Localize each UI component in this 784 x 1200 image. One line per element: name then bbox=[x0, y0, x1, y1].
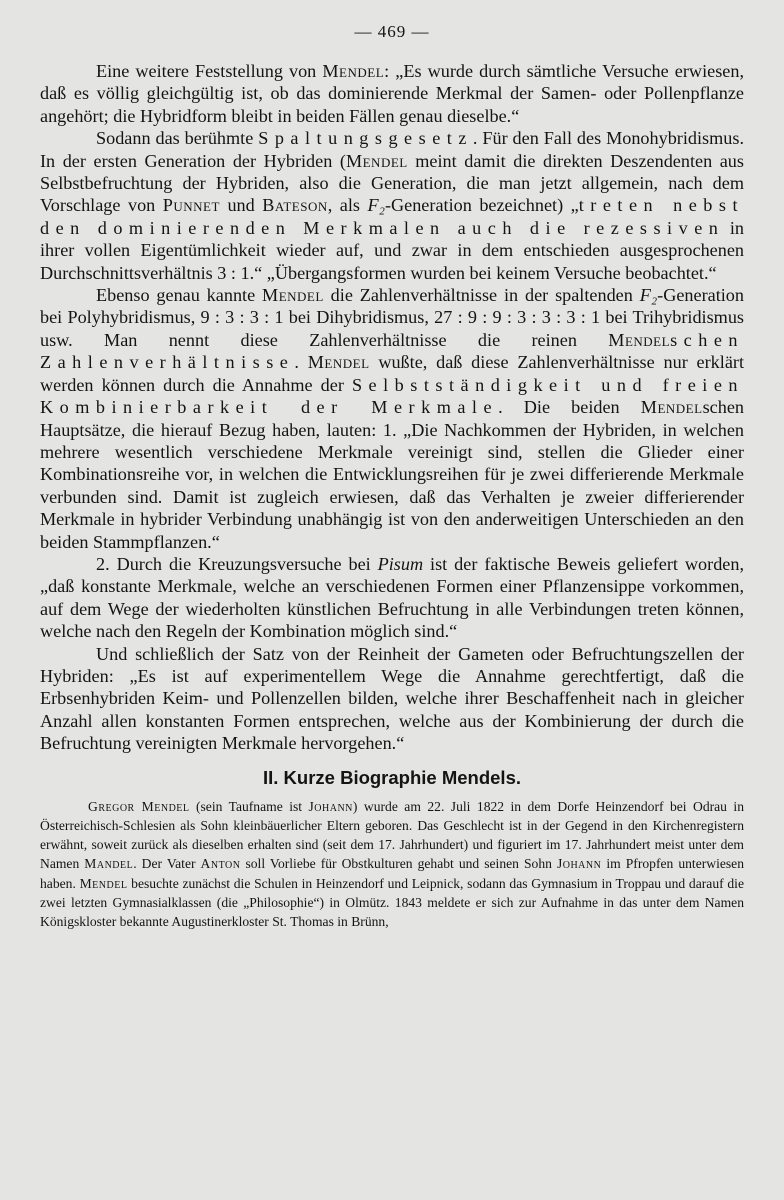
text-run: Mendel bbox=[307, 352, 370, 373]
text-run: Mandel bbox=[84, 856, 134, 872]
text-run: im Pfropfen unterwiesen haben. bbox=[40, 856, 745, 891]
paragraph bbox=[40, 60, 744, 127]
text-run: 2. Durch die Kreuzungsversuche bei bbox=[96, 553, 378, 574]
text-run: -Generation bezeichnet) „ bbox=[384, 195, 579, 216]
paragraph bbox=[40, 553, 744, 643]
text-run: soll Vorliebe für Obstkulturen gehabt und seinen Sohn bbox=[240, 856, 557, 872]
text-run: schen Zahlenverhältnisse bbox=[40, 329, 744, 373]
text-run: Mendel bbox=[79, 875, 128, 891]
text-run: Mendel bbox=[640, 397, 703, 418]
text-run: -Generation bei Polyhybridismus, 9 : 3 : 3 : 1 bei Dihybridismus, 27 : 9 : 9 : 3 : 3 : 3 : 1 bei Trihybridismus usw. Man nennt diese Zahlenverhältnisse die reinen bbox=[40, 285, 744, 350]
text-run: und bbox=[219, 195, 263, 216]
text-run: Mendel bbox=[322, 61, 385, 81]
text-run: Bateson bbox=[262, 195, 328, 216]
main-text bbox=[40, 60, 744, 755]
text-run: Selbstständigkeit und freien Kombinierbarkeit der Merkmale bbox=[40, 374, 745, 418]
text-run: Anton bbox=[200, 856, 241, 872]
text-run: die Zahlenverhältnisse in der spaltenden bbox=[323, 285, 640, 306]
text-run: Ebenso genau kannte bbox=[96, 285, 263, 306]
text-run: Mendel bbox=[345, 150, 408, 171]
section-heading: II. Kurze Biographie Mendels. bbox=[262, 766, 521, 788]
paragraph bbox=[40, 127, 744, 284]
text-run: Pisum bbox=[377, 553, 424, 574]
text-run: Mendel bbox=[608, 329, 671, 350]
biography-paragraph bbox=[40, 797, 744, 932]
text-run: . Für den Fall des Monohybridismus. In der ersten Generation der Hybriden ( bbox=[40, 128, 744, 171]
text-run: in ihrer vollen Eigentümlichkeit wieder auf, und zwar in dem entschieden ausgesprochenen Durchschnittsverhältnis 3 : 1.“ „Übergangsformen wurden bei keinem Versuche beobachtet.“ bbox=[40, 217, 744, 283]
text-run: F₂ bbox=[367, 195, 385, 216]
text-run: treten nebst den dominierenden Merkmalen auch die rezessiven bbox=[40, 195, 745, 238]
text-run: Punnet bbox=[162, 195, 220, 216]
text-run: Johann bbox=[308, 798, 353, 814]
text-run: ist der faktische Beweis geliefert worden, „daß konstante Merkmale, welche an verschiedenen Formen einer Pflanzensippe vorkommen, auf dem Wege der wiederholten künstlichen Befruchtung in alle Verbindungen treten können, welche nach den Regeln der Kombination möglich sind.“ bbox=[40, 553, 744, 642]
paragraph bbox=[40, 643, 744, 755]
text-run: . bbox=[294, 352, 308, 373]
text-run: Gregor Mendel bbox=[88, 798, 190, 814]
text-run: , als bbox=[327, 195, 368, 216]
text-run: Und schließlich der Satz von der Reinheit der Gameten oder Befruchtungszellen der Hybriden: „Es ist auf experimentellem Wege die Annahme gerechtfertigt, daß die Erbsenhybriden Keim- und Pollenzellen bilden, welche ihrer Beschaffenheit nach in gleicher Anzahl allen konstanten Formen entsprechen, welche aus der Kombinierung der durch die Befruchtung vereinigten Merkmale hervorgehen.“ bbox=[40, 643, 744, 754]
text-run: meint damit die direkten Deszendenten aus Selbstbefruchtung der Hybriden, also die Generation, die man jetzt allgemein, nach dem Vorschlage von bbox=[40, 150, 744, 216]
text-run: schen Hauptsätze, die hierauf Bezug haben, lauten: 1. „Die Nachkommen der Hybriden, in welchen mehrere wesentlich verschiedene Merkmale vereinigt sind, stellen die Glieder einer Kombinationsreihe vor, in welchen die Entwicklungsreihen für je zwei differierende Merkmale verbunden sind. Damit ist zugleich erwiesen, daß das Verhalten je zweier differierender Merkmale in hybrider Verbindung unabhängig ist von den anderweitigen Unterschieden an den beiden Stammpflanzen.“ bbox=[40, 397, 744, 552]
text-run: Mendel bbox=[262, 285, 324, 306]
text-run: besuchte zunächst die Schulen in Heinzendorf und Leipnick, sodann das Gymnasium in Troppau und darauf die zwei letzten Gymnasialklassen (die „Philosophie“) in Olmütz. 1843 meldete er sich zur Aufnahme in das unter dem Namen Königskloster bekannte Augustinerkloster St. Thomas in Brünn, bbox=[40, 875, 744, 930]
text-run: Sodann das berühmte bbox=[96, 128, 259, 149]
page-number: — 469 — bbox=[354, 22, 430, 41]
text-run: ) wurde am 22. Juli 1822 in dem Dorfe Heinzendorf bei Odrau in Österreichisch-Schlesien als Sohn kleinbäuerlicher Eltern geboren. Das Geschlecht ist in der Gegend in den Kirchenregistern erwähnt, soweit zurück als dieselben erhalten sind (seit dem 17. Jahrhundert) und figuriert im 17. Jahrhundert meist unter dem Namen bbox=[40, 798, 744, 872]
text-run: (sein Taufname ist bbox=[189, 798, 309, 814]
text-run: Johann bbox=[556, 856, 602, 872]
text-run: Spaltungsgesetz bbox=[258, 128, 473, 149]
text-run: F₂ bbox=[639, 285, 658, 306]
text-run: . Der Vater bbox=[133, 856, 201, 872]
biography-text bbox=[40, 797, 744, 932]
text-run: . Die beiden bbox=[498, 397, 641, 418]
text-run: : „Es wurde durch sämtliche Versuche erwiesen, daß es völlig gleichgültig ist, ob das dominierende Merkmal der Samen- oder Pollenpflanze angehört; die Hybridform bleibt in beiden Fällen genau dieselbe.“ bbox=[40, 61, 744, 126]
text-run: wußte, daß diese Zahlenverhältnisse nur erklärt werden können durch die Annahme der bbox=[40, 352, 745, 395]
paragraph bbox=[40, 284, 744, 553]
text-run: Eine weitere Feststellung von bbox=[96, 61, 323, 81]
